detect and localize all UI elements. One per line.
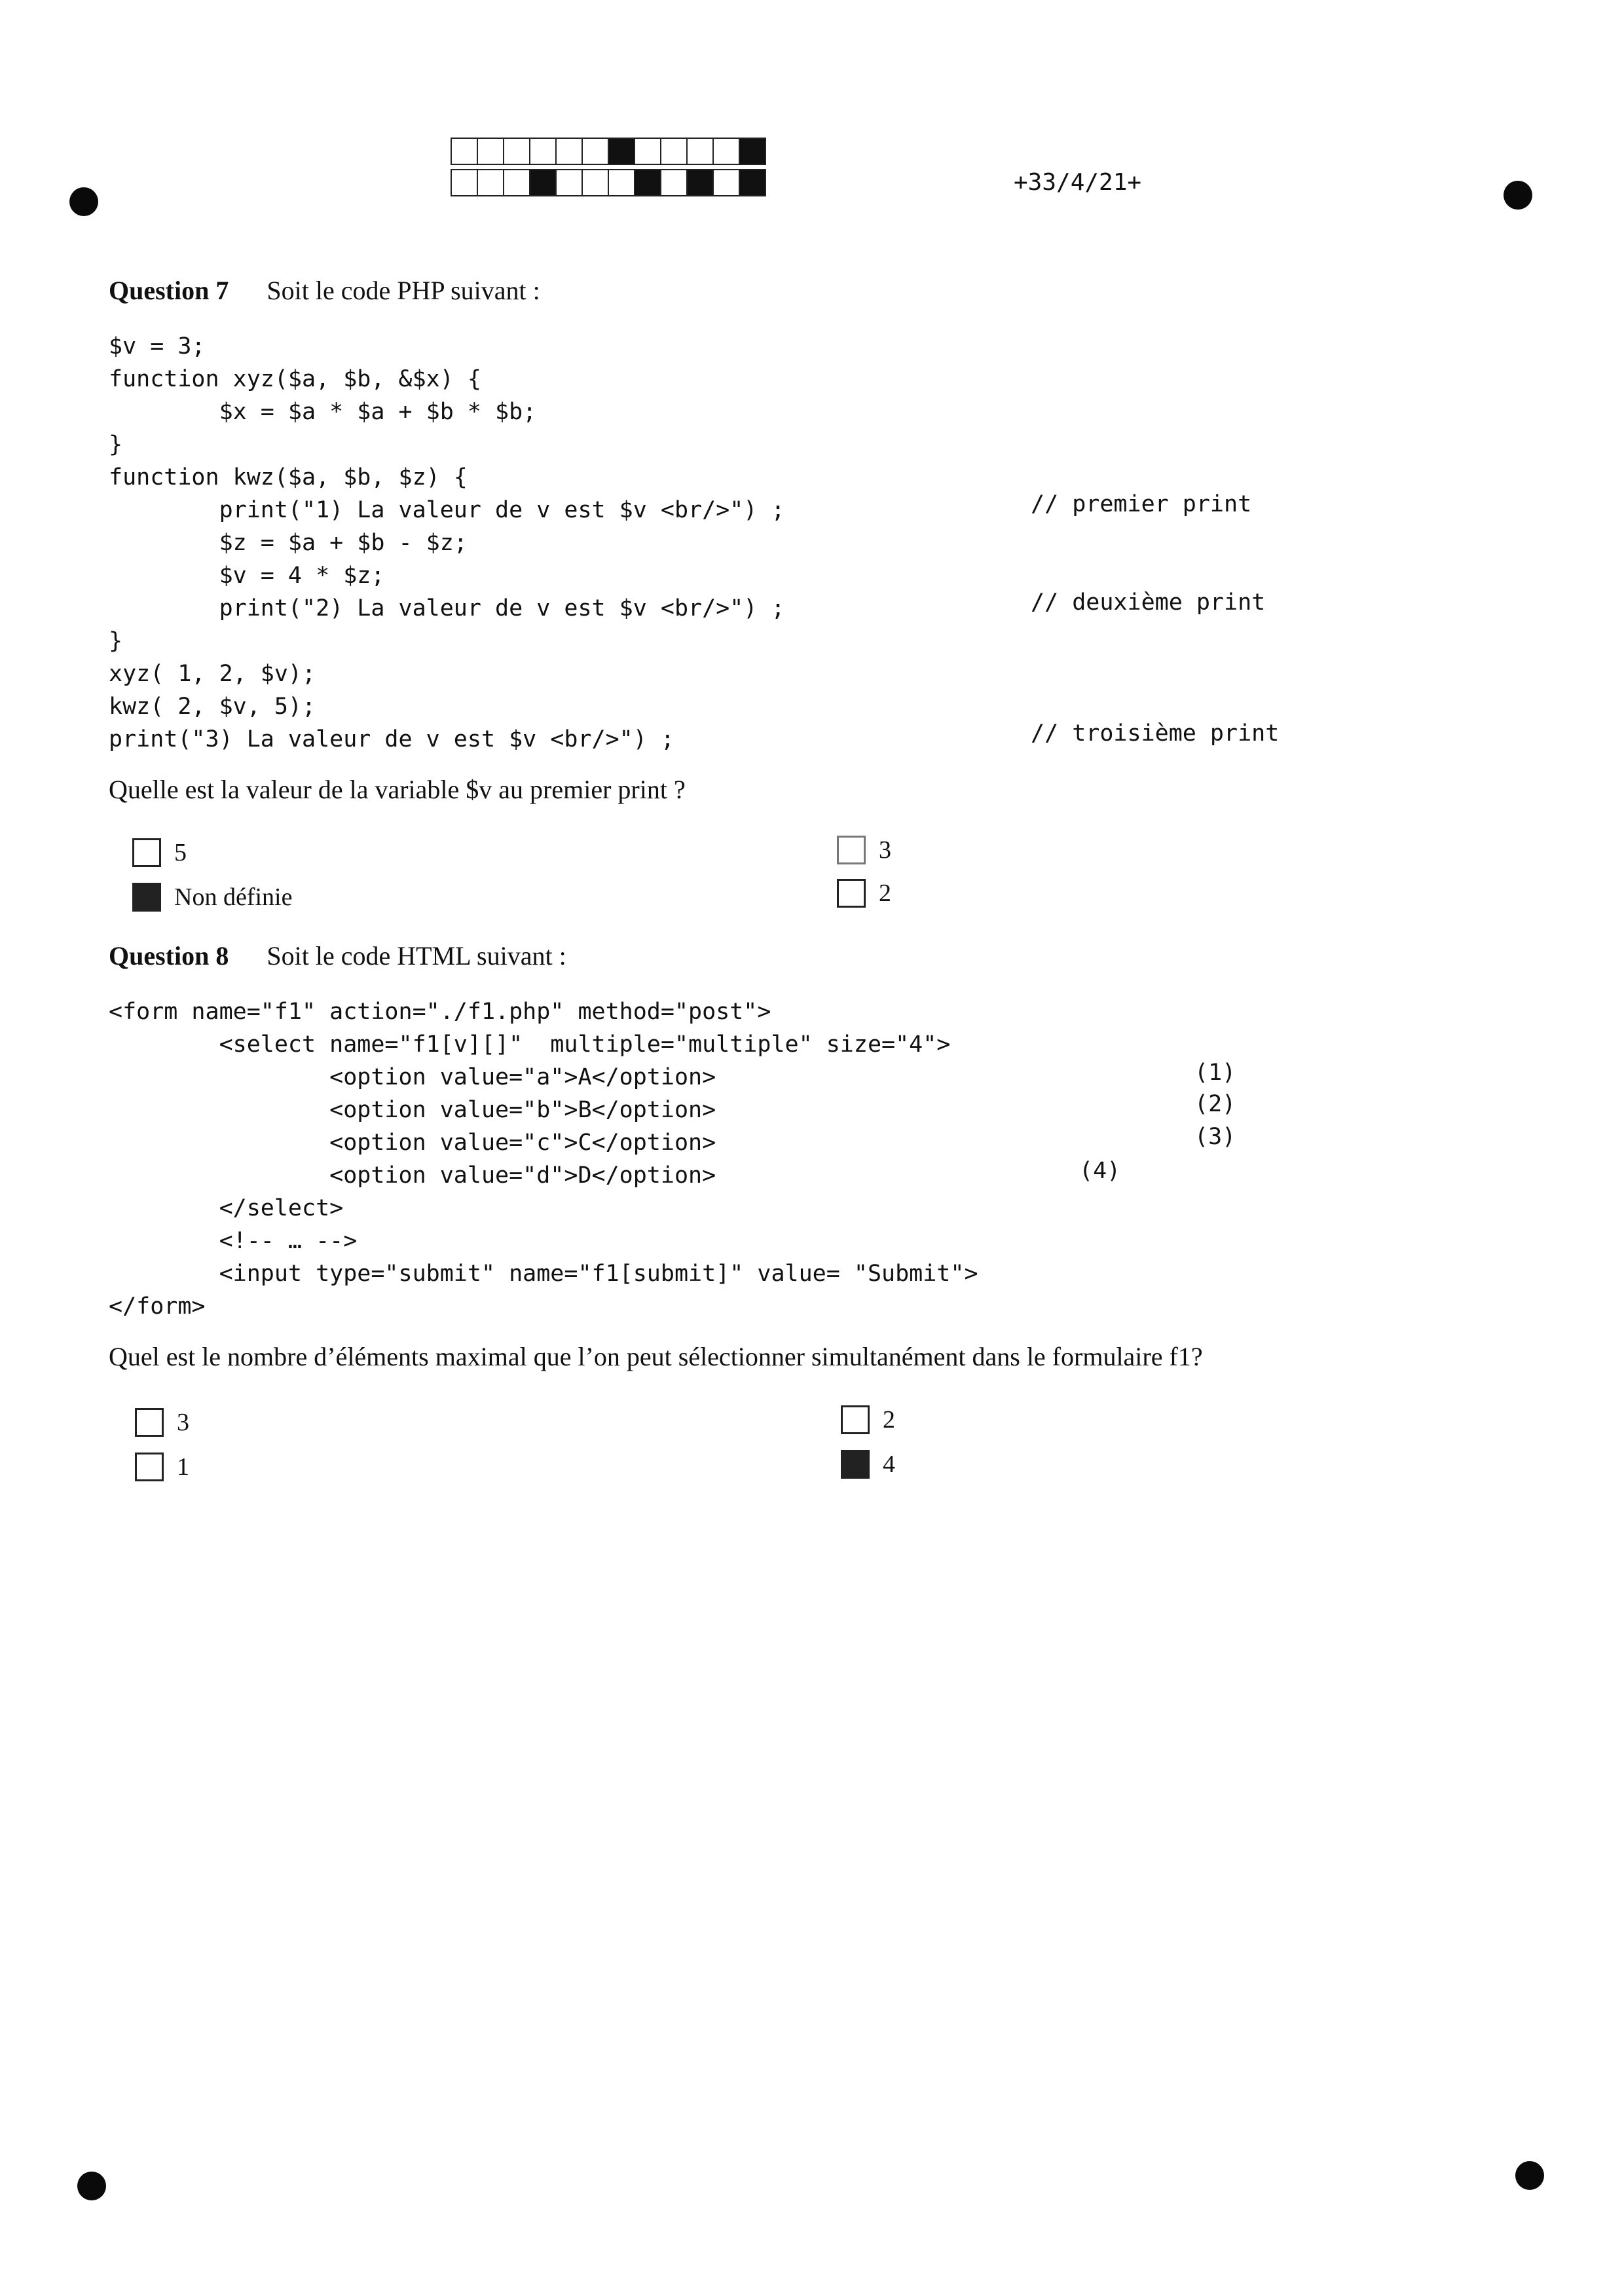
barcode-cell [451, 138, 478, 165]
barcode-row [451, 169, 765, 195]
barcode-cell [503, 138, 530, 165]
checkbox-checked[interactable] [841, 1450, 870, 1479]
option-marker: (2) [1194, 1091, 1236, 1117]
question-7-heading [109, 275, 540, 306]
code-comment: // troisième print [1031, 720, 1280, 747]
barcode-cell [660, 169, 688, 196]
page-id: +33/4/21+ [1014, 169, 1142, 196]
question-label: Question 8 [109, 941, 229, 971]
barcode-cell [634, 138, 661, 165]
barcode-cell [529, 138, 557, 165]
option-label: 3 [879, 836, 891, 864]
option-marker: (3) [1194, 1124, 1236, 1150]
option-marker: (4) [1079, 1158, 1121, 1184]
barcode-cell [529, 169, 557, 196]
option-label: 2 [883, 1406, 895, 1434]
answer-option[interactable] [841, 1450, 895, 1479]
barcode-cell [634, 169, 661, 196]
checkbox[interactable] [837, 879, 866, 908]
barcode-cell [739, 169, 766, 196]
question-label: Question 7 [109, 276, 229, 305]
barcode-cell [686, 169, 714, 196]
question-8-heading [109, 940, 566, 971]
barcode-cell [660, 138, 688, 165]
registration-mark-top-left [69, 187, 98, 216]
barcode-cell [555, 138, 583, 165]
barcode-cell [608, 138, 635, 165]
option-marker: (1) [1194, 1060, 1236, 1086]
option-label: 5 [174, 839, 187, 866]
question-intro: Soit le code HTML suivant : [267, 941, 566, 971]
question-7-prompt: Quelle est la valeur de la variable $v au premier print ? [109, 775, 686, 804]
option-label: Non définie [174, 883, 293, 911]
barcode-cell [581, 169, 609, 196]
option-label: 1 [177, 1453, 189, 1481]
php-code-block: $v = 3; function xyz($a, $b, &$x) { $x = $a * $a + $b * $b; } function kwz($a, $b, $z) { print("1) La valeur de v est $v <br/>") ; $z = $a + $b - $z; $v = 4 * $z; print("2) La valeur de v est $v <br/>") ; } xyz( 1, 2, $v); kwz( 2, $v, 5); print("3) La valeur de v est $v <br/>") ; [109, 333, 785, 752]
barcode-cell [477, 138, 504, 165]
answer-option[interactable] [132, 838, 187, 867]
answer-option[interactable] [135, 1453, 189, 1481]
checkbox-checked[interactable] [132, 883, 161, 912]
answer-option[interactable] [837, 879, 891, 908]
barcode-cell [581, 138, 609, 165]
barcode-cell [712, 169, 740, 196]
barcode-cell [686, 138, 714, 165]
question-8-prompt: Quel est le nombre d’éléments maximal que l’on peut sélectionner simultanément dans le formulaire f1? [109, 1342, 1203, 1371]
barcode-cell [555, 169, 583, 196]
answer-option[interactable] [135, 1408, 189, 1437]
option-label: 3 [177, 1409, 189, 1436]
answer-option[interactable] [132, 883, 292, 912]
answer-option[interactable] [837, 836, 891, 864]
barcode-cell [503, 169, 530, 196]
code-comment: // premier print [1031, 491, 1252, 517]
question-intro: Soit le code PHP suivant : [267, 276, 540, 305]
answer-option[interactable] [841, 1405, 895, 1434]
barcode-cell [477, 169, 504, 196]
barcode-cell [608, 169, 635, 196]
barcode-row [451, 138, 765, 164]
checkbox[interactable] [837, 836, 866, 864]
html-code-block: <form name="f1" action="./f1.php" method="post"> <select name="f1[v][]" multiple="multiple" size="4"> <option value="a">A</option> <option value="b">B</option> <option value="c">C</option> <option value="d">D</option> </select> <!-- … --> <input type="submit" name="f1[submit]" value= "Submit"> </form> [109, 999, 978, 1320]
registration-mark-top-right [1504, 181, 1532, 210]
checkbox[interactable] [841, 1405, 870, 1434]
code-comment: // deuxième print [1031, 589, 1266, 616]
checkbox[interactable] [135, 1408, 164, 1437]
barcode-cell [739, 138, 766, 165]
barcode-cell [451, 169, 478, 196]
checkbox[interactable] [135, 1453, 164, 1481]
option-label: 4 [883, 1451, 895, 1478]
registration-mark-bottom-left [77, 2172, 106, 2200]
registration-mark-bottom-right [1515, 2161, 1544, 2190]
checkbox[interactable] [132, 838, 161, 867]
barcode-cell [712, 138, 740, 165]
option-label: 2 [879, 880, 891, 907]
